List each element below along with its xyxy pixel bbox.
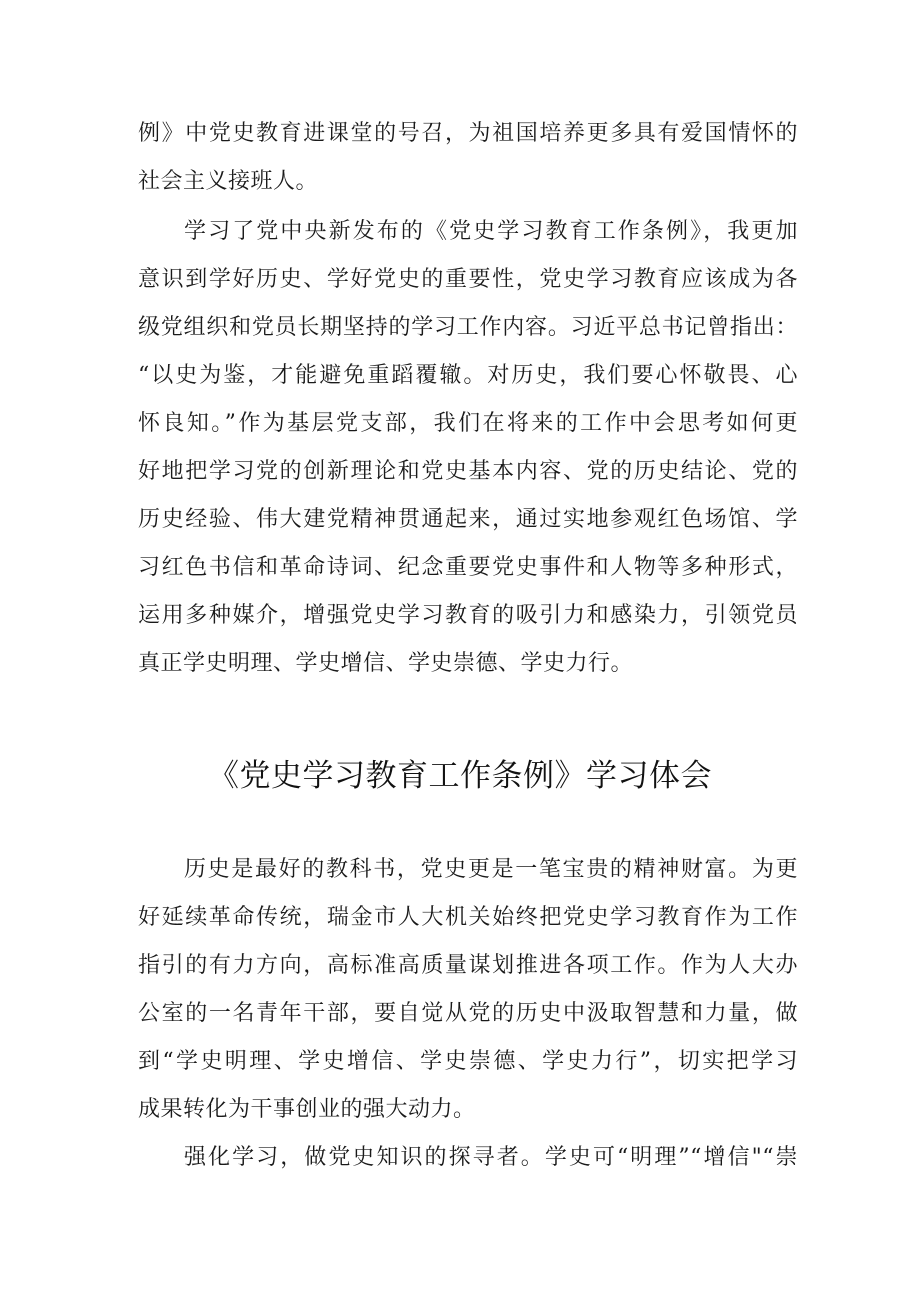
text-line: 运用多种媒介，增强党史学习教育的吸引力和感染力，引领党员 — [138, 603, 798, 628]
text-line: 指引的有力方向，高标准高质量谋划推进各项工作。作为人大办 — [138, 953, 798, 978]
text-line: “以史为鉴，才能避免重蹈覆辙。对历史，我们要心怀敬畏、心 — [138, 363, 798, 388]
text-line: 历史经验、伟大建党精神贯通起来，通过实地参观红色场馆、学 — [138, 507, 798, 532]
text-line: 意识到学好历史、学好党史的重要性，党史学习教育应该成为各 — [138, 267, 798, 292]
text-line: 到“学史明理、学史增信、学史崇德、学史力行”，切实把学习 — [138, 1049, 798, 1074]
text-line: 成果转化为干事创业的强大动力。 — [138, 1097, 476, 1122]
text-line: 好延续革命传统，瑞金市人大机关始终把党史学习教育作为工作 — [138, 905, 798, 930]
text-line: 社会主义接班人。 — [138, 169, 319, 194]
page-title: 《党史学习教育工作条例》学习体会 — [208, 758, 712, 794]
text-line: 学习了党中央新发布的《党史学习教育工作条例》，我更加 — [184, 219, 798, 244]
text-line: 怀良知。”作为基层党支部，我们在将来的工作中会思考如何更 — [138, 411, 798, 436]
text-line: 好地把学习党的创新理论和党史基本内容、党的历史结论、党的 — [138, 459, 798, 484]
text-line: 历史是最好的教科书，党史更是一笔宝贵的精神财富。为更 — [184, 857, 798, 882]
text-line: 强化学习，做党史知识的探寻者。学史可“明理”“增信"“崇 — [184, 1145, 798, 1170]
text-line: 例》中党史教育进课堂的号召，为祖国培养更多具有爱国情怀的 — [138, 121, 798, 146]
text-line: 级党组织和党员长期坚持的学习工作内容。习近平总书记曾指出： — [138, 315, 798, 340]
text-line: 真正学史明理、学史增信、学史崇德、学史力行。 — [138, 651, 634, 676]
text-line: 习红色书信和革命诗词、纪念重要党史事件和人物等多种形式， — [138, 555, 798, 580]
text-line: 公室的一名青年干部，要自觉从党的历史中汲取智慧和力量，做 — [138, 1001, 798, 1026]
